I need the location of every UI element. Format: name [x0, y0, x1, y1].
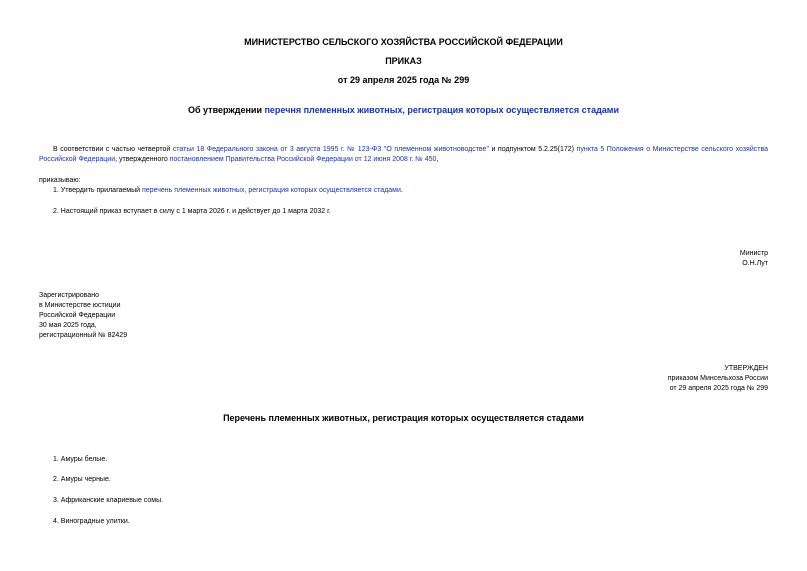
- signature-name: О.Н.Лут: [742, 260, 768, 267]
- approval-line-1: УТВЕРЖДЕН: [724, 365, 768, 372]
- signature-position: Министр: [739, 250, 768, 257]
- list-item: 3. Африканские клариевые сомы.: [53, 497, 164, 504]
- government-decree-link[interactable]: постановлением Правительства Российской Федерации от 12 июня 2008 г. № 450: [169, 156, 437, 163]
- prikazyvayu-text: приказываю:: [39, 177, 81, 184]
- preamble-text-1: В соответствии с частью четвертой: [53, 146, 173, 153]
- doc-type-heading: ПРИКАЗ: [385, 56, 422, 66]
- order-item-1-prefix: 1. Утвердить прилагаемый: [53, 187, 142, 194]
- approval-block: [668, 364, 768, 394]
- ministry-heading: МИНИСТЕРСТВО СЕЛЬСКОГО ХОЗЯЙСТВА РОССИЙСКОЙ ФЕДЕРАЦИИ: [244, 37, 563, 47]
- ministry-regulation-link[interactable]: пункта 5 Положения о Министерстве сельского хозяйства Российской Федерации: [39, 146, 768, 163]
- list-item: 4. Виноградные улитки.: [53, 518, 130, 525]
- order-item-1-link[interactable]: перечень племенных животных, регистрация которых осуществляется стадами: [141, 187, 401, 194]
- list-item: 2. Амуры черные.: [53, 476, 111, 483]
- preamble-text-4: ,: [436, 156, 439, 163]
- order-item-1: [53, 186, 403, 196]
- registration-line-1: Зарегистрировано: [39, 292, 99, 299]
- order-item-1-suffix: .: [400, 187, 403, 194]
- document-title: [0, 105, 807, 115]
- approval-line-2: приказом Минсельхоза России: [667, 375, 768, 382]
- registration-line-4: 30 мая 2025 года,: [39, 322, 97, 329]
- doc-date-number: от 29 апреля 2025 года № 299: [337, 75, 470, 85]
- title-prefix: Об утверждении: [188, 105, 265, 115]
- order-item-2: 2. Настоящий приказ вступает в силу с 1 марта 2026 г. и действует до 1 марта 2032 г.: [53, 208, 331, 215]
- registration-line-2: в Министерстве юстиции: [39, 302, 121, 309]
- approval-line-3: от 29 апреля 2025 года № 299: [669, 385, 768, 392]
- preamble-text-3: , утвержденного: [115, 156, 170, 163]
- list-title: Перечень племенных животных, регистрация которых осуществляется стадами: [223, 413, 584, 423]
- registration-line-5: регистрационный № 82429: [39, 332, 128, 339]
- preamble-paragraph: [39, 145, 768, 165]
- federal-law-link[interactable]: статьи 18 Федерального закона от 3 августа 1995 г. № 123-ФЗ "О племенном животноводстве": [172, 146, 489, 153]
- registration-block: [39, 291, 127, 341]
- preamble-text-2: и подпунктом 5.2.25(172): [488, 146, 577, 153]
- title-link[interactable]: перечня племенных животных, регистрация которых осуществляется стадами: [264, 105, 619, 115]
- registration-line-3: Российской Федерации: [39, 312, 116, 319]
- list-item: 1. Амуры белые.: [53, 456, 108, 463]
